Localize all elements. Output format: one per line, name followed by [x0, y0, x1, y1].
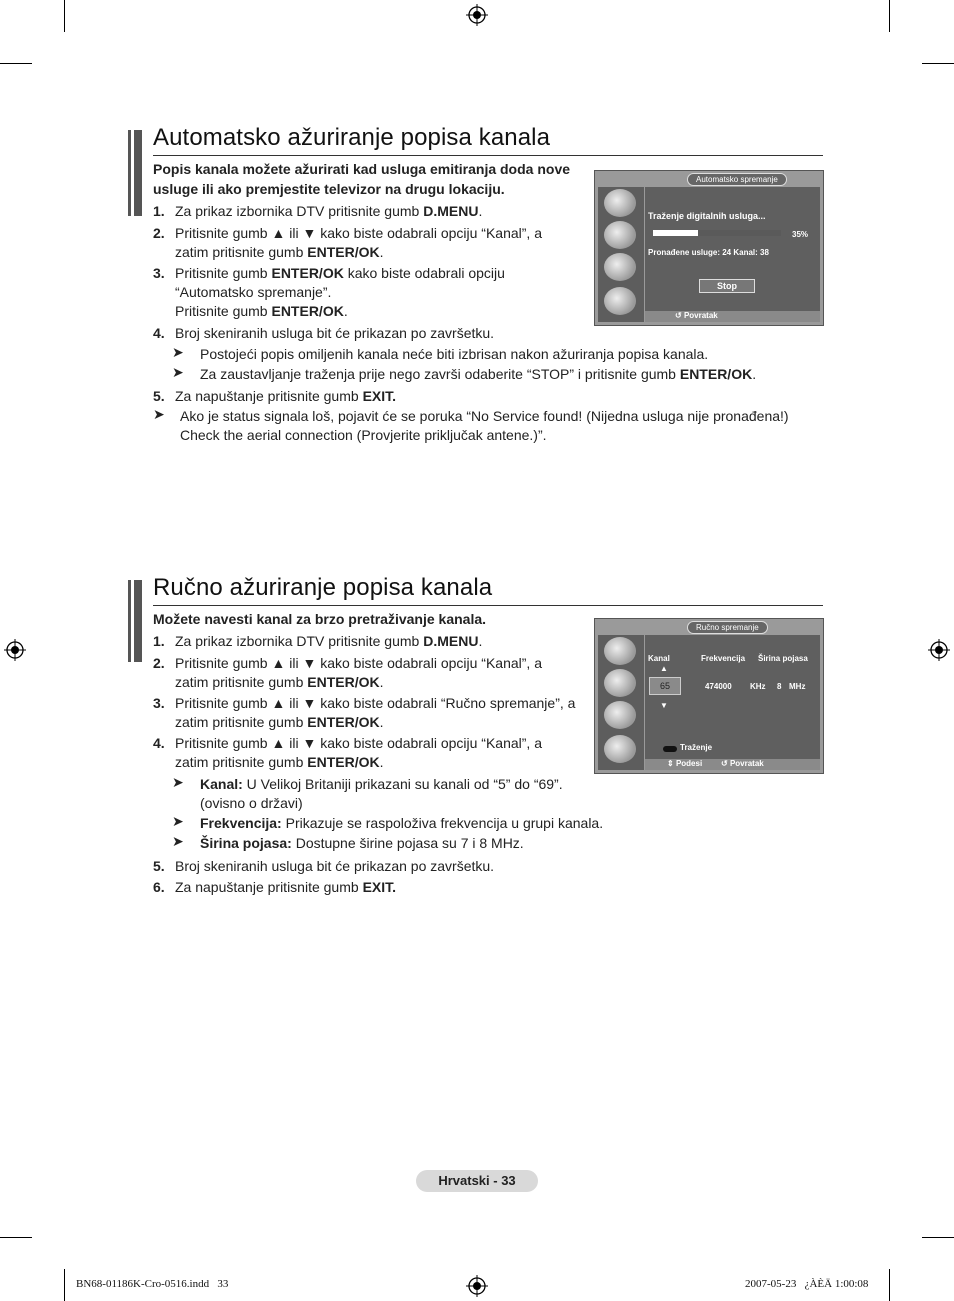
osd-sidebar — [598, 187, 644, 322]
step-number: 3. — [153, 265, 165, 281]
antenna-icon — [604, 637, 636, 665]
page-number-badge: Hrvatski - 33 — [416, 1170, 538, 1192]
mhz-unit: MHz — [789, 682, 806, 691]
timestamp-slug: 2007-05-23 ¿ÀÈÄ 1:00:08 — [745, 1278, 869, 1290]
step-number: 4. — [153, 735, 165, 751]
step-text: Za prikaz izbornika DTV pritisnite gumb D.MENU. — [175, 203, 483, 219]
step-text: Pritisnite gumb ▲ ili ▼ kako biste odabrali opciju “Kanal”, a — [175, 655, 542, 671]
step-text: Pritisnite gumb ENTER/OK. — [175, 303, 348, 319]
step-number: 6. — [153, 879, 165, 895]
step-number: 2. — [153, 655, 165, 671]
note-arrow-icon: ➤ — [172, 813, 184, 829]
crop-mark — [64, 1269, 65, 1301]
title-rule — [153, 605, 823, 606]
step-number: 5. — [153, 858, 165, 874]
note-text: Frekvencija: Prikazuje se raspoloživa frekvencija u grupi kanala. — [200, 815, 604, 831]
note-text: Širina pojasa: Dostupne širine pojasa su 7 i 8 MHz. — [200, 835, 524, 851]
back-hint[interactable]: ↺ Povratak — [721, 759, 764, 768]
osd-title: Automatsko spremanje — [687, 173, 787, 186]
intro-text: Možete navesti kanal za brzo pretraživanje kanala. — [153, 611, 487, 627]
section-bar — [128, 580, 131, 662]
back-hint[interactable]: ↺ Povratak — [675, 311, 718, 320]
input-icon — [604, 735, 636, 763]
stop-button[interactable]: Stop — [699, 279, 755, 293]
note-text: Ako je status signala loš, pojavit će se poruka “No Service found! (Nijedna usluga nije pronađena!) — [180, 408, 789, 424]
crop-mark — [922, 63, 954, 64]
crop-mark — [922, 1237, 954, 1238]
red-button-icon — [663, 746, 677, 752]
step-number: 2. — [153, 225, 165, 241]
step-number: 1. — [153, 633, 165, 649]
frequency-value: 474000 — [705, 682, 732, 691]
note-arrow-icon: ➤ — [153, 406, 165, 422]
step-text: Za napuštanje pritisnite gumb EXIT. — [175, 879, 397, 895]
intro-text: Popis kanala možete ažurirati kad usluga emitiranja doda nove — [153, 161, 571, 177]
adjust-hint[interactable]: ⇕ Podesi — [667, 759, 703, 768]
crop-mark — [0, 63, 32, 64]
section-title: Automatsko ažuriranje popisa kanala — [153, 124, 551, 151]
step-text: Pritisnite gumb ENTER/OK kako biste odabrali opciju — [175, 265, 505, 281]
input-icon — [604, 287, 636, 315]
column-kanal: Kanal — [648, 654, 670, 663]
step-text: Pritisnite gumb ▲ ili ▼ kako biste odabrali “Ručno spremanje”, a — [175, 695, 576, 711]
osd-sidebar — [598, 635, 644, 770]
file-slug: BN68-01186K-Cro-0516.indd 33 — [76, 1278, 229, 1290]
progress-track — [653, 230, 781, 236]
search-hint[interactable]: Traženje — [680, 743, 713, 752]
column-frequency: Frekvencija — [701, 654, 746, 663]
picture-icon — [604, 221, 636, 249]
registration-mark-icon — [466, 4, 488, 26]
osd-footer — [645, 311, 820, 322]
step-number: 5. — [153, 388, 165, 404]
step-number: 1. — [153, 203, 165, 219]
picture-icon — [604, 669, 636, 697]
khz-unit: KHz — [750, 682, 766, 691]
step-text: zatim pritisnite gumb ENTER/OK. — [175, 754, 384, 770]
crop-mark — [0, 1237, 32, 1238]
registration-mark-icon — [466, 1275, 488, 1297]
bandwidth-value: 8 — [777, 682, 782, 691]
found-text: Pronađene usluge: 24 Kanal: 38 — [648, 248, 769, 257]
section-bar — [134, 130, 142, 216]
crop-mark — [889, 0, 890, 32]
step-text: Broj skeniranih usluga bit će prikazan po završetku. — [175, 858, 495, 874]
note-text: Za zaustavljanje traženja prije nego završi odaberite “STOP” i pritisnite gumb ENTER/OK. — [200, 366, 757, 382]
section-title: Ručno ažuriranje popisa kanala — [153, 574, 493, 601]
crop-mark — [889, 1269, 890, 1301]
note-text: (ovisno o državi) — [200, 795, 303, 811]
step-number: 3. — [153, 695, 165, 711]
osd-manual-store — [594, 618, 824, 774]
note-arrow-icon: ➤ — [172, 364, 184, 380]
note-text: Check the aerial connection (Provjerite priključak antene.)”. — [180, 427, 547, 443]
progress-percent: 35% — [792, 230, 809, 239]
antenna-icon — [604, 189, 636, 217]
osd-main — [645, 635, 820, 759]
note-text: Postojeći popis omiljenih kanala neće biti izbrisan nakon ažuriranja popisa kanala. — [200, 346, 709, 362]
osd-footer — [645, 759, 820, 770]
down-arrow-icon[interactable]: ▼ — [660, 701, 668, 710]
section-bar — [134, 580, 142, 662]
registration-mark-icon — [4, 639, 26, 661]
section-bar — [128, 130, 131, 216]
step-text: Za prikaz izbornika DTV pritisnite gumb D.MENU. — [175, 633, 483, 649]
crop-mark — [64, 0, 65, 32]
osd-auto-store — [594, 170, 824, 326]
step-number: 4. — [153, 325, 165, 341]
step-text: Pritisnite gumb ▲ ili ▼ kako biste odabrali opciju “Kanal”, a — [175, 735, 542, 751]
progress-fill — [698, 230, 781, 236]
step-text: Broj skeniranih usluga bit će prikazan po završetku. — [175, 325, 495, 341]
intro-text: usluge ili ako premjestite televizor na drugu lokaciju. — [153, 181, 505, 197]
note-arrow-icon: ➤ — [172, 833, 184, 849]
column-bandwidth: Širina pojasa — [758, 654, 808, 663]
setup-icon — [604, 701, 636, 729]
step-text: Pritisnite gumb ▲ ili ▼ kako biste odabrali opciju “Kanal”, a — [175, 225, 542, 241]
up-arrow-icon[interactable]: ▲ — [660, 664, 668, 673]
note-arrow-icon: ➤ — [172, 774, 184, 790]
title-rule — [153, 155, 823, 156]
channel-input[interactable]: 65 — [649, 677, 681, 695]
note-arrow-icon: ➤ — [172, 344, 184, 360]
registration-mark-icon — [928, 639, 950, 661]
osd-main — [645, 187, 820, 311]
step-text: Za napuštanje pritisnite gumb EXIT. — [175, 388, 397, 404]
step-text: zatim pritisnite gumb ENTER/OK. — [175, 244, 384, 260]
step-text: “Automatsko spremanje”. — [175, 284, 332, 300]
note-text: Kanal: U Velikoj Britaniji prikazani su kanali od “5” do “69”. — [200, 776, 563, 792]
step-text: zatim pritisnite gumb ENTER/OK. — [175, 674, 384, 690]
step-text: zatim pritisnite gumb ENTER/OK. — [175, 714, 384, 730]
searching-text: Traženje digitalnih usluga... — [648, 211, 766, 221]
setup-icon — [604, 253, 636, 281]
osd-title: Ručno spremanje — [687, 621, 768, 634]
